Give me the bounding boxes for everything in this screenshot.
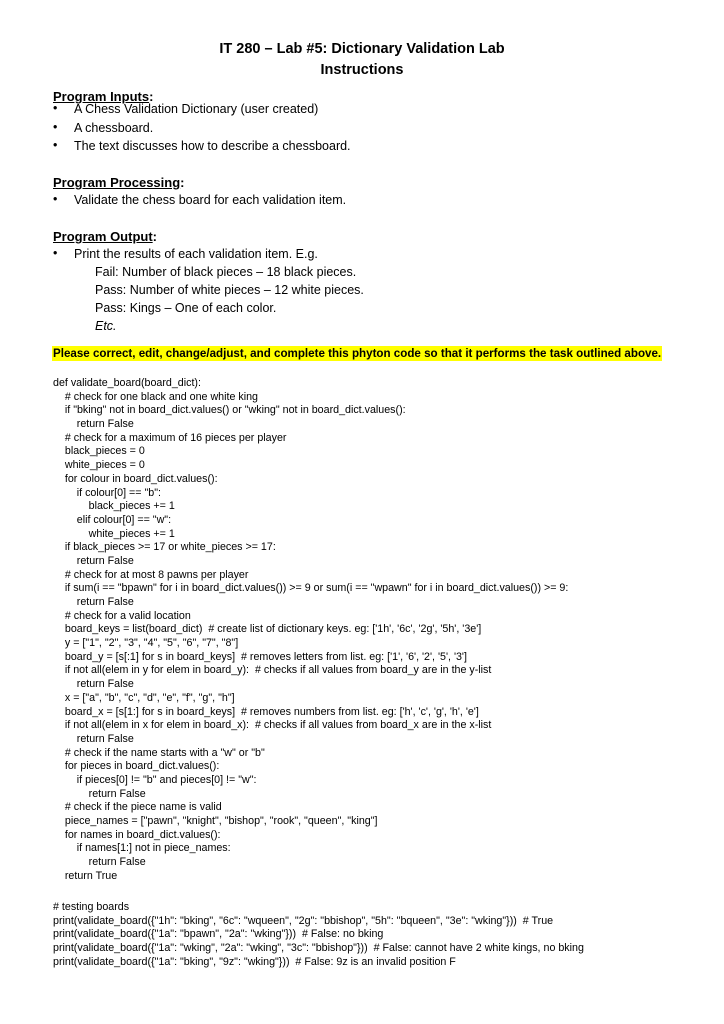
code-line: print(validate_board({"1h": "bking", "6c": "wqueen", "2g": "bbishop", "5h": "bqueen", "3e": "wking"})) # True [53, 914, 554, 927]
code-block [53, 377, 568, 883]
output-example: Etc. [95, 319, 117, 333]
code-line: black_pieces = 0 [53, 445, 145, 458]
output-heading-text: Program Output [53, 229, 153, 244]
output-example: Pass: Number of white pieces – 12 white pieces. [95, 283, 364, 297]
code-line: if not all(elem in x for elem in board_x): # checks if all values from board_x are in the x-list [53, 719, 492, 732]
output-heading: Program Output: [53, 229, 158, 244]
code-line: if pieces[0] != "b" and pieces[0] != "w": [53, 773, 257, 786]
code-line: # check for at most 8 pawns per player [53, 568, 249, 581]
code-line: if black_pieces >= 17 or white_pieces >= 17: [53, 541, 276, 554]
bullet-icon: • [53, 120, 58, 134]
code-line: # check for one black and one white king [53, 390, 258, 403]
code-line: board_keys = list(board_dict) # create list of dictionary keys. eg: ['1h', '6c', '2g', '5h', '3e'] [53, 623, 482, 636]
code-line: return False [53, 678, 134, 691]
processing-heading: Program Processing: [53, 175, 185, 190]
bullet-icon: • [53, 101, 58, 115]
code-line: if sum(i == "bpawn" for i in board_dict.values()) >= 9 or sum(i == "wpawn" for i in board_dict.values()) >= 9: [53, 582, 569, 595]
code-line: return True [53, 869, 118, 882]
doc-title: IT 280 – Lab #5: Dictionary Validation Lab [219, 41, 505, 57]
code-line: x = ["a", "b", "c", "d", "e", "f", "g", "h"] [53, 691, 235, 704]
code-line: # check for a valid location [53, 609, 191, 622]
code-line: print(validate_board({"1a": "bking", "9z": "wking"})) # False: 9z is an invalid position F [53, 955, 456, 968]
code-line: elif colour[0] == "w": [53, 513, 172, 526]
code-line: board_y = [s[:1] for s in board_keys] # removes letters from list. eg: ['1', '6', '2', '5', '3'] [53, 650, 467, 663]
code-line: black_pieces += 1 [53, 500, 175, 513]
instruction-highlight: Please correct, edit, change/adjust, and complete this phyton code so that it performs the task outlined above. [53, 347, 662, 360]
output-example: Fail: Number of black pieces – 18 black pieces. [95, 265, 357, 279]
code-line: return False [53, 856, 146, 869]
code-line: for names in board_dict.values(): [53, 828, 221, 841]
code-line: if not all(elem in y for elem in board_y): # checks if all values from board_y are in the y-list [53, 664, 492, 677]
inputs-heading: Program Inputs: [53, 89, 154, 104]
bullet-icon: • [53, 192, 58, 206]
code-line: y = ["1", "2", "3", "4", "5", "6", "7", "8"] [53, 637, 239, 650]
code-line: white_pieces = 0 [53, 459, 145, 472]
code-line: return False [53, 787, 146, 800]
doc-subtitle: Instructions [320, 62, 404, 78]
code-line: # check for a maximum of 16 pieces per player [53, 431, 287, 444]
code-line: return False [53, 732, 134, 745]
code-line: # check if the piece name is valid [53, 801, 222, 814]
test-code-block [53, 901, 584, 969]
code-line: if names[1:] not in piece_names: [53, 842, 231, 855]
code-line: return False [53, 418, 134, 431]
code-line: # check if the name starts with a "w" or "b" [53, 746, 265, 759]
bullet-icon: • [53, 246, 58, 260]
code-line: piece_names = ["pawn", "knight", "bishop", "rook", "queen", "king"] [53, 815, 378, 827]
bullet-icon: • [53, 138, 58, 152]
code-line: print(validate_board({"1a": "wking", "2a": "wking", "3c": "bbishop"})) # False: cannot have 2 white kings, no bking [53, 942, 584, 955]
code-line: board_x = [s[1:] for s in board_keys] # removes numbers from list. eg: ['h', 'c', 'g', 'h', 'e'] [53, 705, 479, 718]
code-line: white_pieces += 1 [53, 527, 175, 540]
code-line: if "bking" not in board_dict.values() or "wking" not in board_dict.values(): [53, 404, 406, 417]
code-line: def validate_board(board_dict): [53, 377, 201, 389]
code-line: return False [53, 596, 134, 608]
inputs-heading-text: Program Inputs [53, 89, 150, 104]
code-line: for pieces in board_dict.values(): [53, 760, 220, 773]
output-example: Pass: Kings – One of each color. [95, 301, 277, 315]
code-line: if colour[0] == "b": [53, 486, 161, 499]
code-line: # testing boards [53, 901, 130, 913]
code-line: return False [53, 554, 134, 567]
code-line: print(validate_board({"1a": "bpawn", "2a": "wking"})) # False: no bking [53, 928, 384, 941]
code-line: for colour in board_dict.values(): [53, 472, 218, 485]
processing-heading-text: Program Processing [53, 175, 181, 190]
